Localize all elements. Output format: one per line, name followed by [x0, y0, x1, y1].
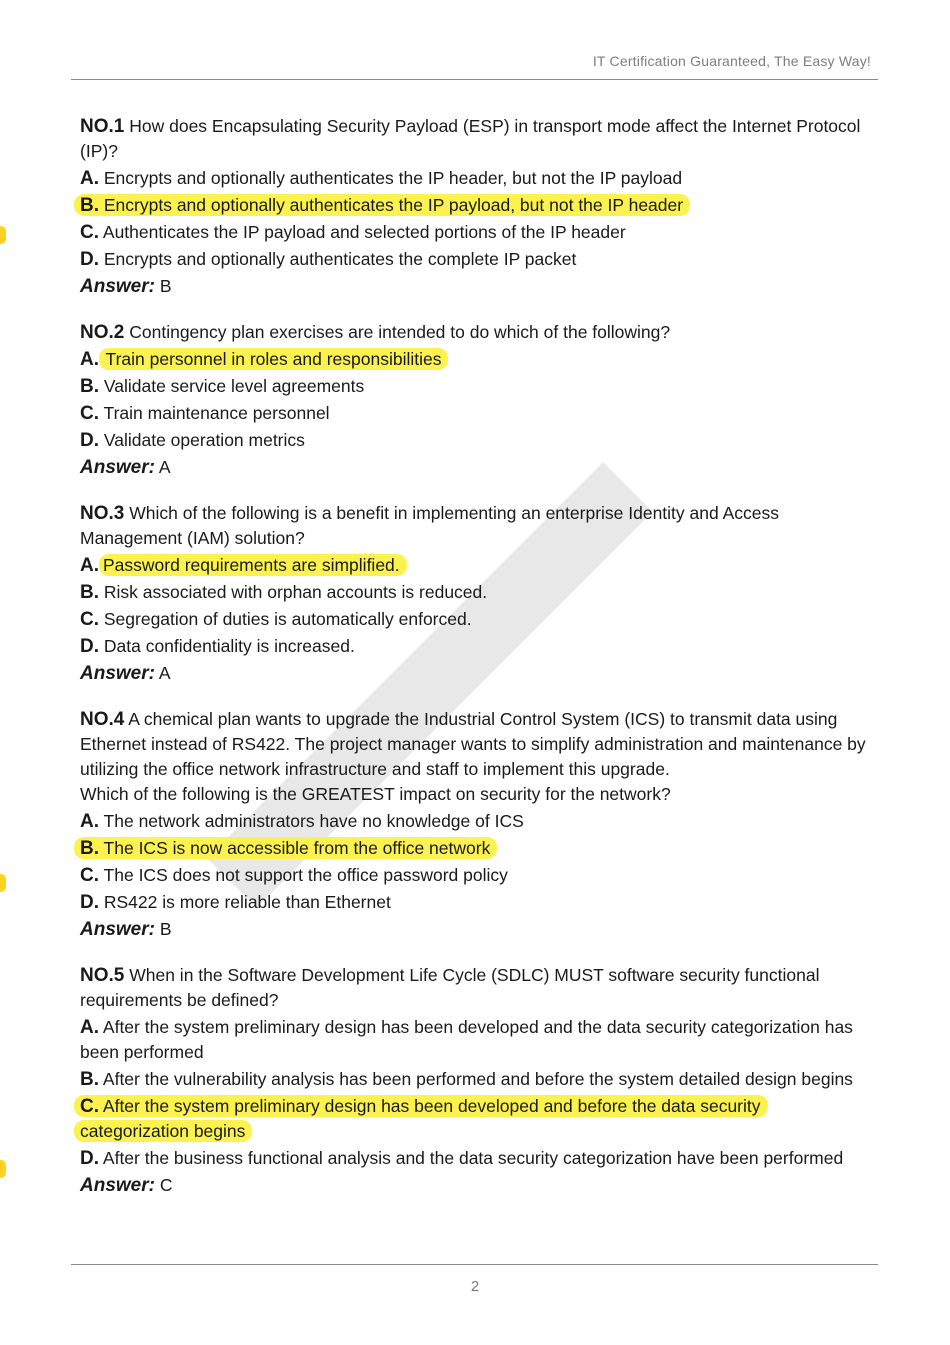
answer-value: A [158, 457, 171, 477]
question-text: When in the Software Development Life Cycle (SDLC) MUST software security functional requirements be defined? [80, 965, 820, 1010]
option-d [80, 634, 880, 659]
answer-label: Answer: [80, 457, 155, 478]
answer-value: A [158, 663, 171, 683]
answer-value: B [159, 276, 172, 296]
question-text-continued: Which of the following is the GREATEST impact on security for the network? [80, 784, 671, 804]
option-letter: A. [80, 349, 99, 370]
option-letter: D. [80, 249, 99, 270]
option-letter: B. [80, 376, 99, 397]
option-a [80, 809, 880, 834]
option-letter: C. [80, 1096, 99, 1117]
option-letter: B. [80, 1069, 99, 1090]
option-d [80, 1146, 880, 1171]
answer-line [80, 1173, 880, 1198]
question-number: NO.4 [80, 709, 125, 730]
answer-line [80, 274, 880, 299]
option-text: The network administrators have no knowledge of ICS [103, 811, 524, 831]
option-text: Validate operation metrics [103, 430, 305, 450]
option-d [80, 890, 880, 915]
option-letter: D. [80, 892, 99, 913]
option-letter: C. [80, 609, 99, 630]
correct-answer-highlight [74, 194, 690, 216]
option-letter: C. [80, 865, 99, 886]
question-stem [80, 501, 880, 551]
option-c [80, 220, 880, 245]
option-letter: A. [80, 1017, 99, 1038]
option-letter: C. [80, 403, 99, 424]
option-text: The ICS does not support the office password policy [103, 865, 508, 885]
answer-value: C [159, 1175, 173, 1195]
option-b [80, 193, 880, 218]
question-1 [80, 114, 880, 299]
answer-side-marker [0, 874, 6, 892]
question-text: Contingency plan exercises are intended to do which of the following? [129, 322, 671, 342]
answer-side-marker [0, 1160, 6, 1178]
option-text: After the system preliminary design has been developed and before the data security categorization begins [80, 1096, 761, 1141]
option-letter: B. [80, 582, 99, 603]
question-4 [80, 707, 880, 942]
page-number: 2 [470, 1278, 480, 1295]
option-text: Authenticates the IP payload and selected portions of the IP header [102, 222, 626, 242]
option-c [80, 401, 880, 426]
option-letter: A. [80, 811, 99, 832]
option-text: Validate service level agreements [103, 376, 365, 396]
option-letter: D. [80, 1148, 99, 1169]
question-number: NO.3 [80, 503, 125, 524]
option-text: Segregation of duties is automatically enforced. [103, 609, 472, 629]
option-d [80, 247, 880, 272]
option-letter: A. [80, 555, 99, 576]
question-number: NO.2 [80, 322, 125, 343]
option-letter: B. [80, 195, 99, 216]
header-divider [71, 79, 878, 80]
option-a [80, 553, 880, 578]
answer-line [80, 917, 880, 942]
correct-answer-highlight [74, 1095, 768, 1142]
correct-answer-highlight [99, 554, 407, 576]
option-b [80, 580, 880, 605]
option-b [80, 374, 880, 399]
option-text: Encrypts and optionally authenticates the complete IP packet [103, 249, 577, 269]
option-letter: D. [80, 636, 99, 657]
option-text: RS422 is more reliable than Ethernet [103, 892, 391, 912]
answer-line [80, 455, 880, 480]
question-5 [80, 963, 880, 1198]
answer-label: Answer: [80, 919, 155, 940]
question-stem [80, 114, 880, 164]
answer-side-marker [0, 226, 6, 244]
option-text: Encrypts and optionally authenticates the IP payload, but not the IP header [103, 195, 684, 215]
page-header-text: IT Certification Guaranteed, The Easy Way! [592, 53, 871, 69]
question-stem [80, 707, 880, 782]
correct-answer-highlight [74, 837, 497, 859]
option-letter: C. [80, 222, 99, 243]
option-a [80, 347, 880, 372]
question-stem [80, 963, 880, 1013]
answer-label: Answer: [80, 276, 155, 297]
answer-label: Answer: [80, 663, 155, 684]
option-text: Encrypts and optionally authenticates the IP header, but not the IP payload [103, 168, 683, 188]
option-text: Data confidentiality is increased. [103, 636, 355, 656]
footer-divider [71, 1264, 878, 1265]
answer-line [80, 661, 880, 686]
question-text: A chemical plan wants to upgrade the Industrial Control System (ICS) to transmit data using Ethernet instead of RS422. The project manager wants to simplify administration and maintenance by utilizing the office network infrastructure and staff to implement this upgrade. [80, 709, 866, 779]
option-d [80, 428, 880, 453]
option-letter: B. [80, 838, 99, 859]
question-2 [80, 320, 880, 480]
answer-value: B [159, 919, 172, 939]
option-text: Train maintenance personnel [103, 403, 330, 423]
option-c [80, 1094, 880, 1144]
option-text: Risk associated with orphan accounts is reduced. [103, 582, 488, 602]
option-text: After the vulnerability analysis has been performed and before the system detailed design begins [102, 1069, 853, 1089]
option-b [80, 836, 880, 861]
option-a [80, 166, 880, 191]
option-letter: D. [80, 430, 99, 451]
option-text: After the system preliminary design has been developed and the data security categorization has been performed [80, 1017, 853, 1062]
question-text: How does Encapsulating Security Payload (ESP) in transport mode affect the Internet Protocol (IP)? [80, 116, 861, 161]
question-3 [80, 501, 880, 686]
option-text: Password requirements are simplified. [103, 555, 400, 575]
option-text: Train personnel in roles and responsibilities [105, 349, 442, 369]
option-c [80, 607, 880, 632]
question-stem [80, 320, 880, 345]
correct-answer-highlight [99, 348, 448, 370]
answer-label: Answer: [80, 1175, 155, 1196]
question-text: Which of the following is a benefit in implementing an enterprise Identity and Access Management (IAM) solution? [80, 503, 780, 548]
option-text: After the business functional analysis and the data security categorization have been performed [102, 1148, 844, 1168]
question-number: NO.5 [80, 965, 125, 986]
question-list [80, 114, 880, 1219]
option-c [80, 863, 880, 888]
option-b [80, 1067, 880, 1092]
option-text: The ICS is now accessible from the office network [103, 838, 491, 858]
question-number: NO.1 [80, 116, 125, 137]
option-a [80, 1015, 880, 1065]
option-letter: A. [80, 168, 99, 189]
